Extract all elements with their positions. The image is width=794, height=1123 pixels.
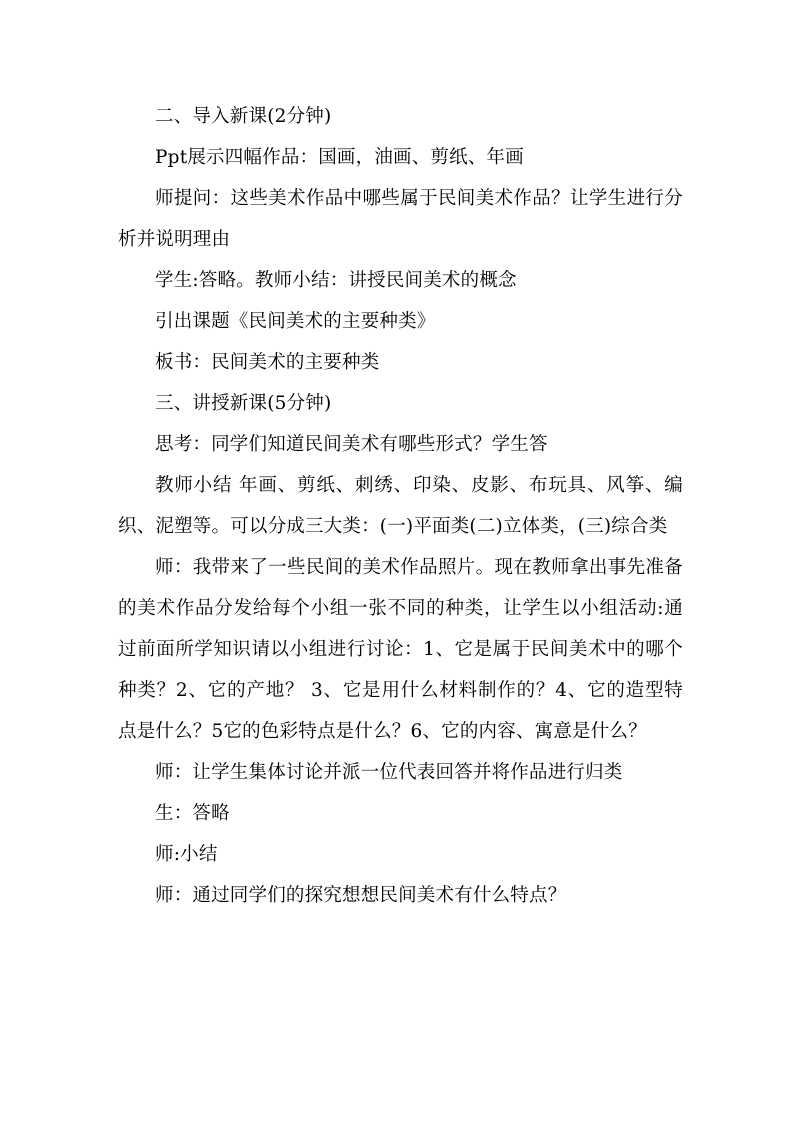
paragraph-lesson-topic: 引出课题《民间美术的主要种类》 bbox=[155, 311, 436, 332]
paragraph-teacher-summary: 教师小结 年画、剪纸、刺绣、印染、皮影、布玩具、风筝、编织、泥塑等。可以分成三大类：(一)平面类(二)立体类，(三)综合类 bbox=[118, 475, 683, 537]
paragraph-blackboard: 板书：民间美术的主要种类 bbox=[155, 352, 380, 373]
paragraph-group-activity: 师：我带来了一些民间的美术作品照片。现在教师拿出事先准备的美术作品分发给每个小组一张不同的种类，让学生以小组活动:通过前面所学知识请以小组进行讨论：1、它是属于民间美术中的哪个种类？2、它的产地？ 3、它是用什么材料制作的？4、它的造型特点是什么？5它的色彩特点是什么？6、它的内容、寓意是什么？ bbox=[118, 557, 683, 742]
paragraph-group-discussion: 师：让学生集体讨论并派一位代表回答并将作品进行归类 bbox=[155, 762, 623, 783]
paragraph-student-reply: 生：答略 bbox=[155, 803, 230, 824]
section-heading-intro: 二、导入新课(2分钟) bbox=[155, 106, 332, 127]
paragraph-features-question: 师：通过同学们的探究想想民间美术有什么特点？ bbox=[155, 885, 567, 906]
paragraph-teacher-question: 师提问：这些美术作品中哪些属于民间美术作品？让学生进行分析并说明理由 bbox=[118, 188, 683, 250]
section-heading-teaching: 三、讲授新课(5分钟) bbox=[155, 393, 332, 414]
paragraph-summary: 师:小结 bbox=[155, 844, 218, 865]
paragraph-think: 思考：同学们知道民间美术有哪些形式？学生答 bbox=[155, 434, 548, 455]
paragraph-student-answer: 学生:答略。教师小结：讲授民间美术的概念 bbox=[155, 270, 517, 291]
paragraph-ppt-display: Ppt展示四幅作品：国画，油画、剪纸、年画 bbox=[155, 147, 524, 168]
document-page bbox=[118, 96, 683, 916]
